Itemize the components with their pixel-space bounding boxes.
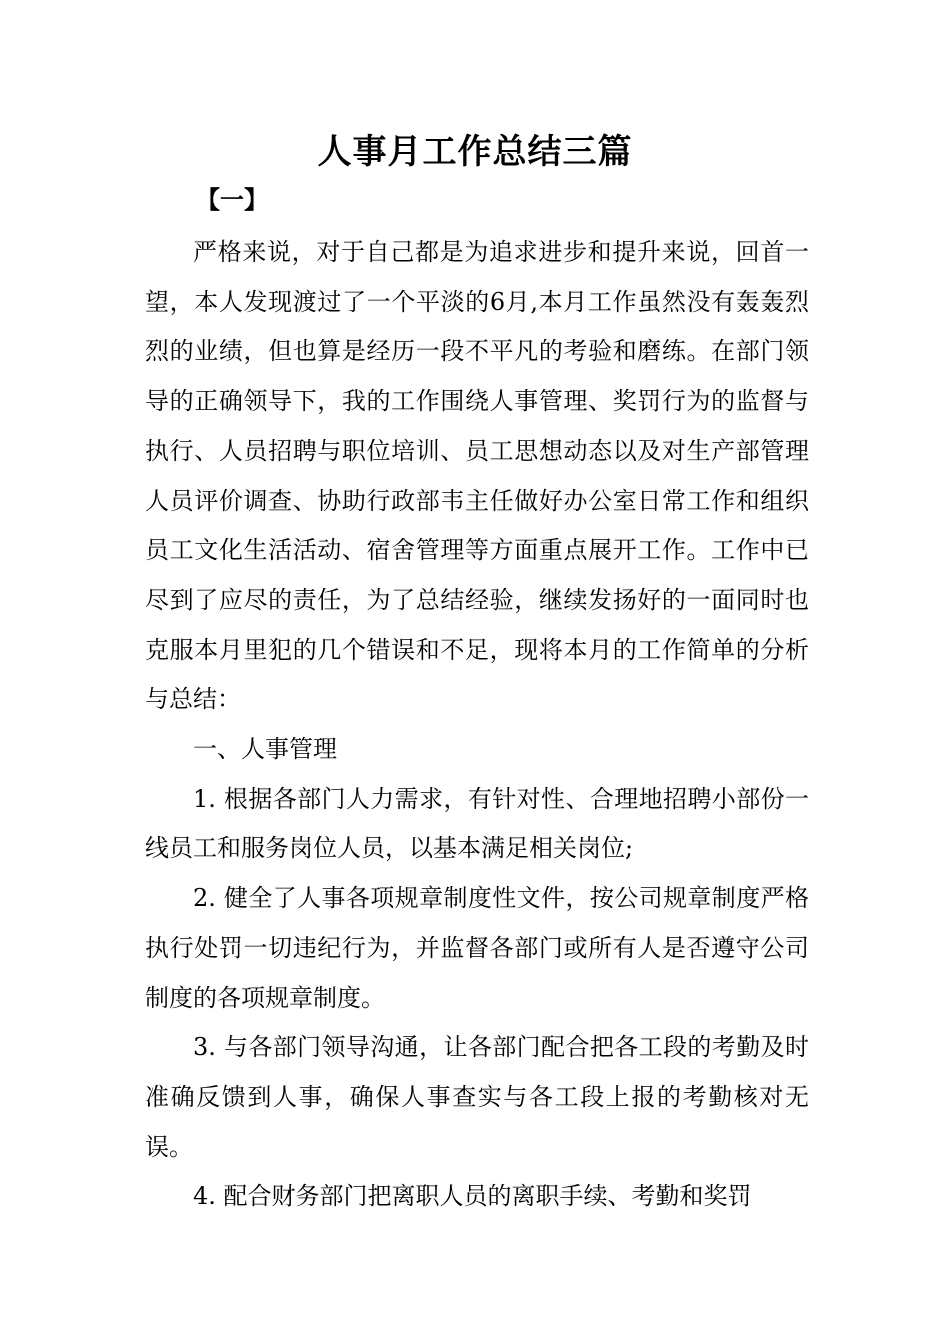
list-item-1: 1. 根据各部门人力需求，有针对性、合理地招聘小部份一线员工和服务岗位人员，以基本满足相关岗位;: [145, 784, 809, 863]
section-heading-personnel: 一、人事管理: [193, 735, 337, 764]
document-title: 人事月工作总结三篇: [317, 132, 633, 172]
section-marker: 【一】: [196, 185, 268, 214]
intro-paragraph: 严格来说，对于自己都是为追求进步和提升来说，回首一望，本人发现渡过了一个平淡的6月,本月工作虽然没有轰轰烈烈的业绩，但也算是经历一段不平凡的考验和磨练。在部门领导的正确领导下，我的工作围绕人事管理、奖罚行为的监督与执行、人员招聘与职位培训、员工思想动态以及对生产部管理人员评价调查、协助行政部韦主任做好办公室日常工作和组织员工文化生活活动、宿舍管理等方面重点展开工作。工作中已尽到了应尽的责任，为了总结经验，继续发扬好的一面同时也克服本月里犯的几个错误和不足，现将本月的工作简单的分析与总结：: [145, 238, 809, 714]
list-item-2: 2. 健全了人事各项规章制度性文件，按公司规章制度严格执行处罚一切违纪行为，并监督各部门或所有人是否遵守公司制度的各项规章制度。: [145, 884, 809, 1012]
document-body: [145, 228, 809, 1222]
list-item-4: 4. 配合财务部门把离职人员的离职手续、考勤和奖罚: [193, 1182, 752, 1211]
list-item-3: 3. 与各部门领导沟通，让各部门配合把各工段的考勤及时准确反馈到人事，确保人事查实与各工段上报的考勤核对无误。: [145, 1033, 809, 1161]
